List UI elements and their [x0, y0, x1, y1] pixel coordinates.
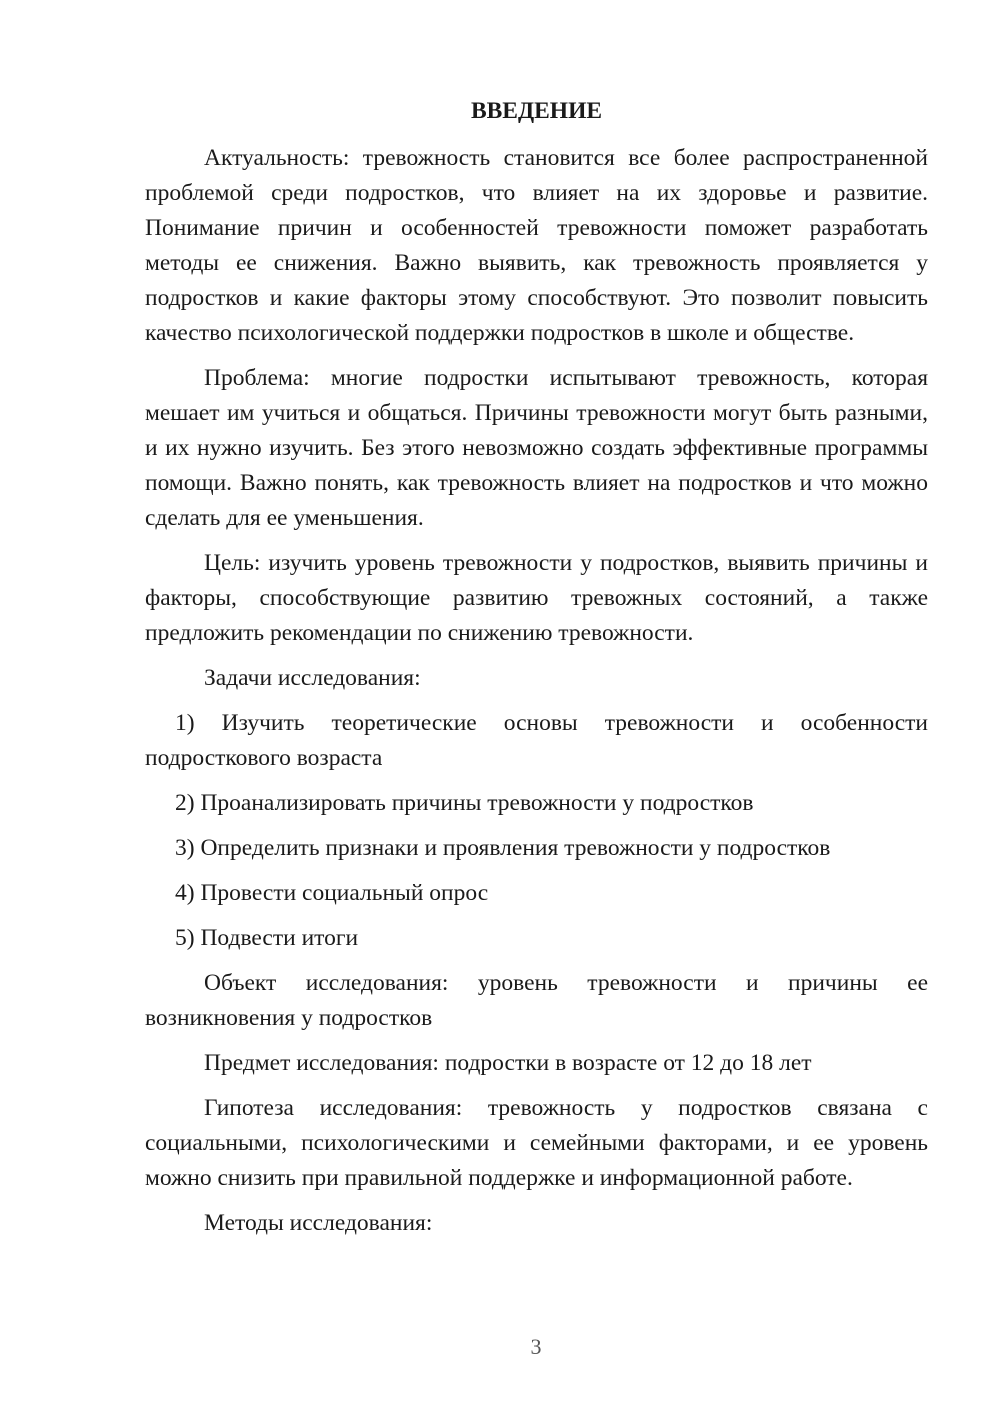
problem-paragraph: Проблема: многие подростки испытывают тревожность, которая мешает им учиться и общаться. Причины тревожности могут быть разными, и их нужно изучить. Без этого невозможно создать эффективные программы помощи. Важно понять, как тревожность влияет на подростков и что можно сделать для ее уменьшения.: [145, 365, 928, 531]
task-item-2: 2) Проанализировать причины тревожности у подростков: [175, 790, 754, 816]
methods-heading: Методы исследования:: [204, 1210, 433, 1236]
goal-paragraph: Цель: изучить уровень тревожности у подростков, выявить причины и факторы, способствующие развитию тревожных состояний, а также предложить рекомендации по снижению тревожности.: [145, 550, 928, 646]
task-item-4: 4) Провести социальный опрос: [175, 880, 489, 906]
tasks-heading: Задачи исследования:: [204, 665, 421, 691]
subject-paragraph: Предмет исследования: подростки в возрасте от 12 до 18 лет: [204, 1050, 812, 1076]
task-item-3: 3) Определить признаки и проявления тревожности у подростков: [175, 835, 831, 861]
hypothesis-paragraph: Гипотеза исследования: тревожность у подростков связана с социальными, психологическими и семейными факторами, и ее уровень можно снизить при правильной поддержке и информационной работе.: [145, 1095, 928, 1191]
object-paragraph: Объект исследования: уровень тревожности и причины ее возникновения у подростков: [145, 970, 928, 1031]
page-number: 3: [530, 1334, 542, 1359]
task-item-1: 1) Изучить теоретические основы тревожности и особенности подросткового возраста: [145, 710, 928, 771]
relevance-paragraph: Актуальность: тревожность становится все более распространенной проблемой среди подростков, что влияет на их здоровье и развитие. Понимание причин и особенностей тревожности поможет разработать методы ее снижения. Важно выявить, как тревожность проявляется у подростков и какие факторы этому способствуют. Это позволит повысить качество психологической поддержки подростков в школе и обществе.: [145, 145, 928, 346]
task-item-5: 5) Подвести итоги: [175, 925, 359, 951]
section-title: ВВЕДЕНИЕ: [470, 98, 603, 124]
page-content: [145, 94, 928, 1251]
